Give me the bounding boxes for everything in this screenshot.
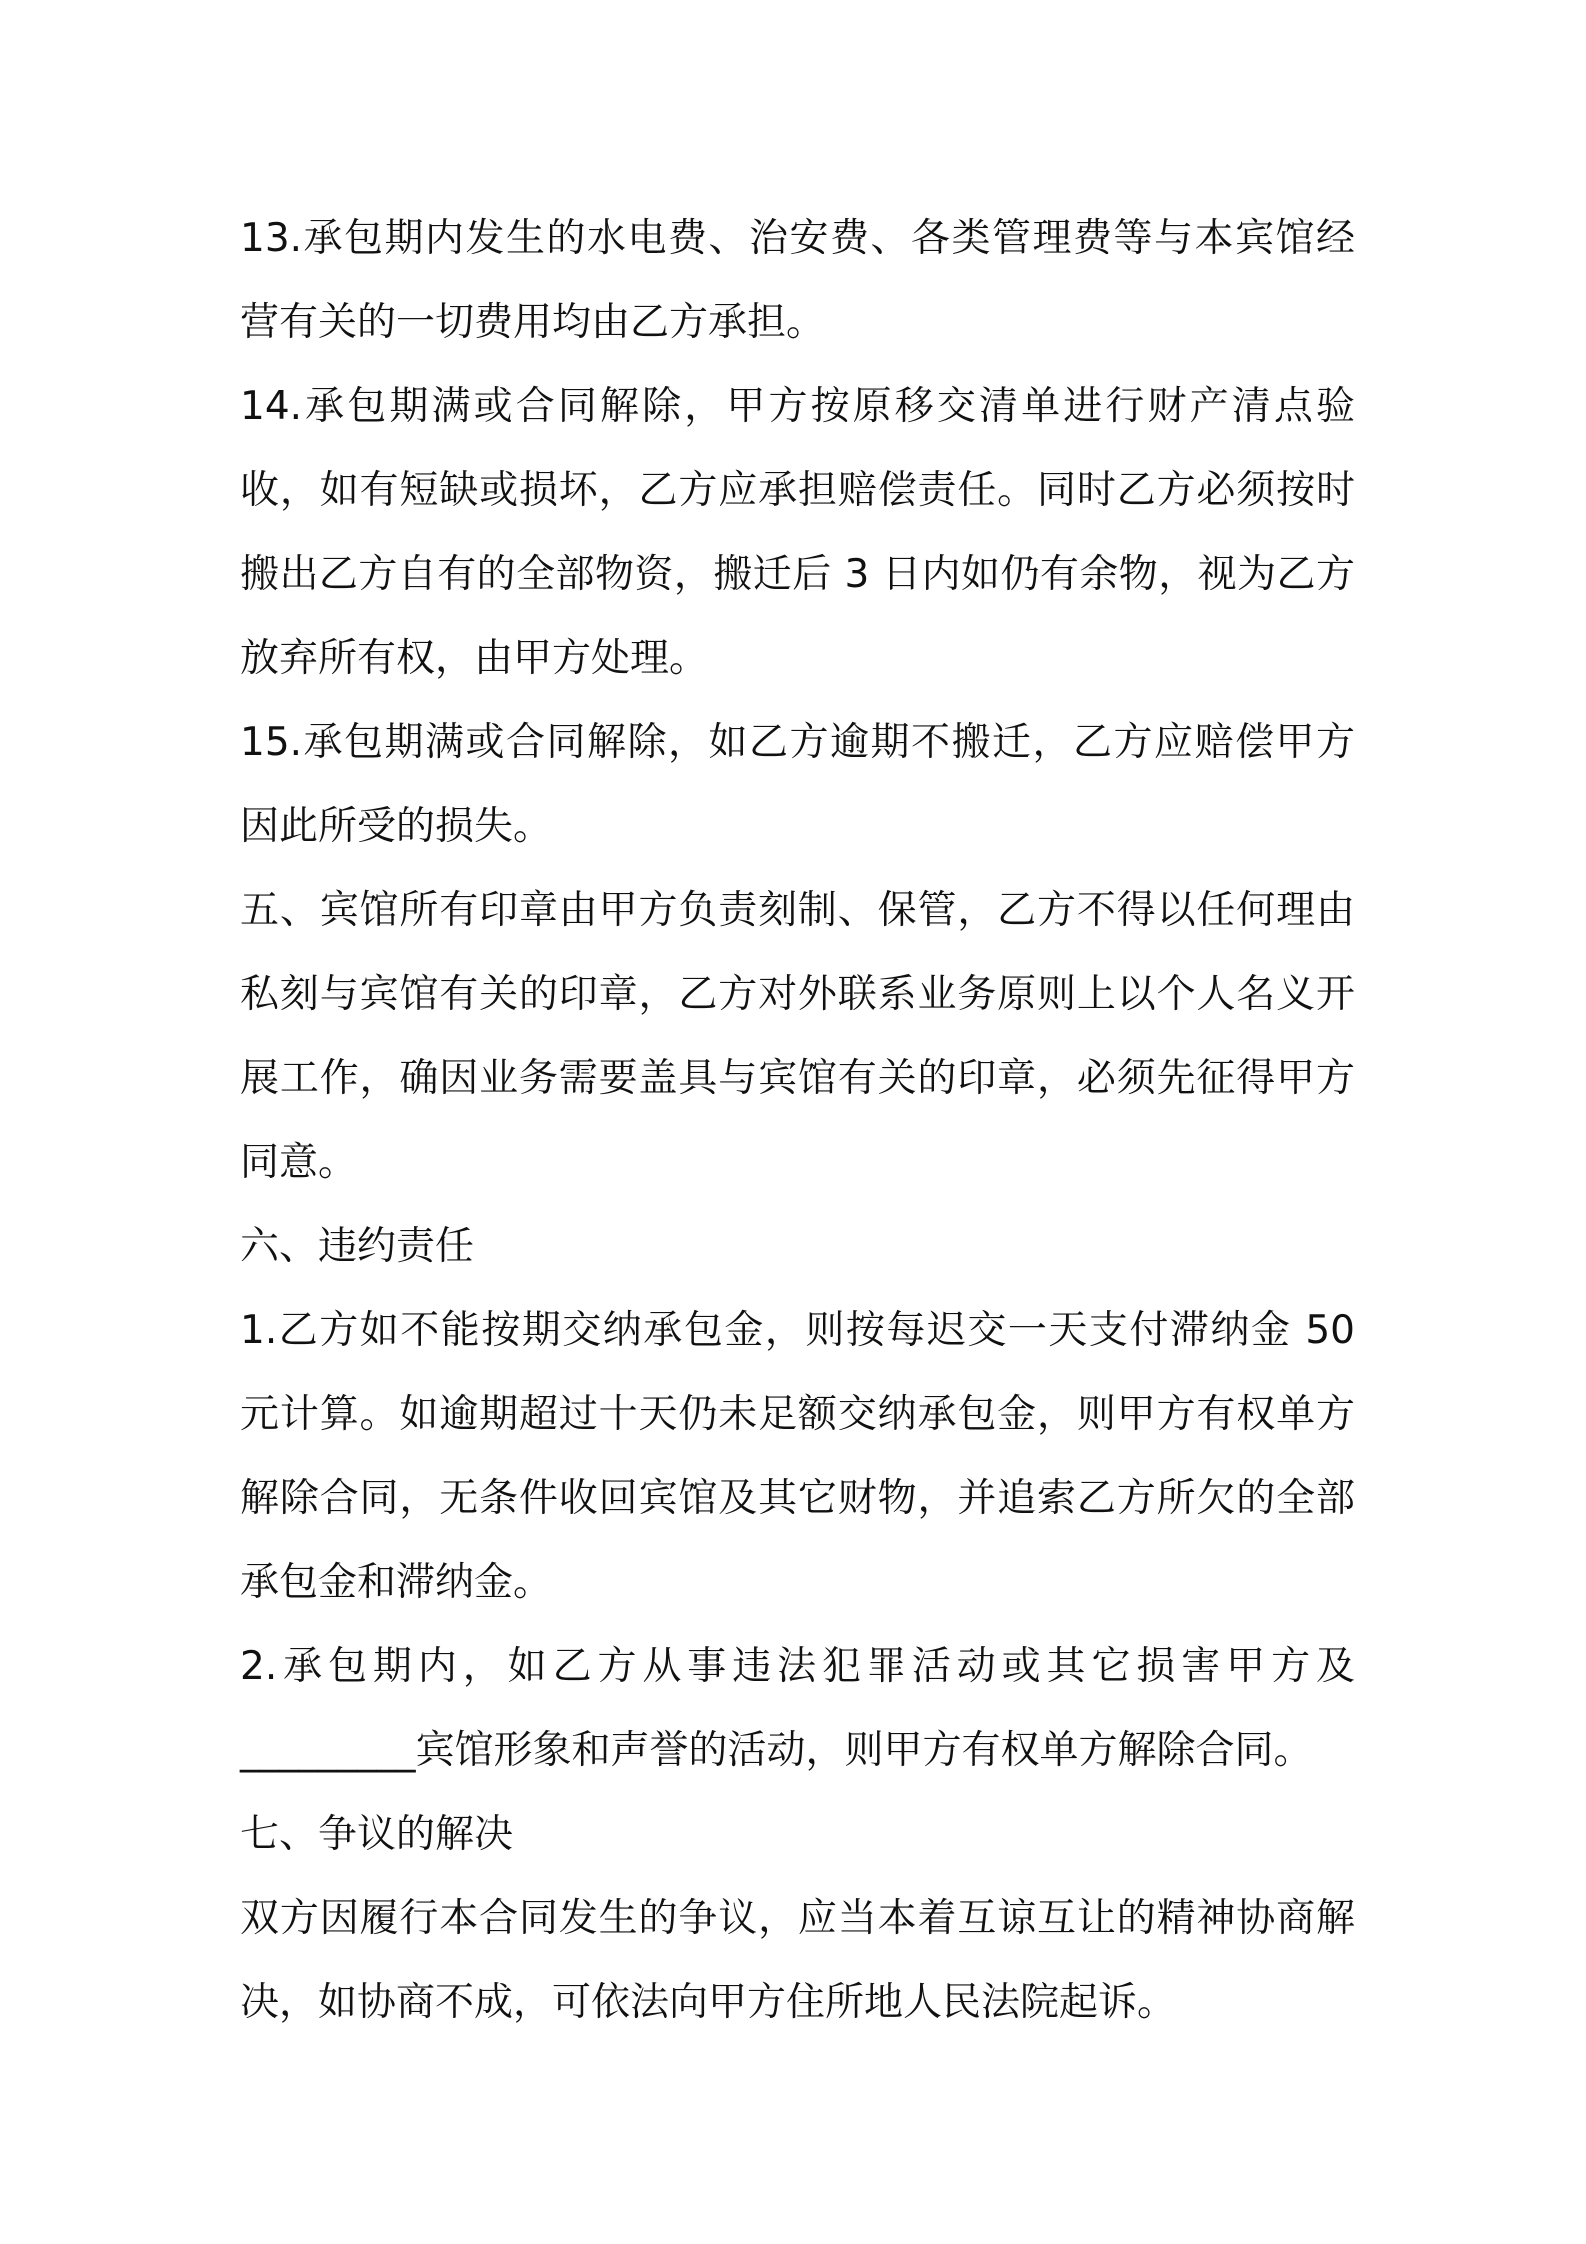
section-5-seals: 五、宾馆所有印章由甲方负责刻制、保管，乙方不得以任何理由私刻与宾馆有关的印章，乙方对外联系业务原则上以个人名义开展工作，确因业务需要盖具与宾馆有关的印章，必须先征得甲方同意。 xyxy=(240,888,1355,1185)
section-6-heading: 六、违约责任 xyxy=(240,1224,475,1269)
clause-14: 14.承包期满或合同解除，甲方按原移交清单进行财产清点验收，如有短缺或损坏，乙方应承担赔偿责任。同时乙方必须按时搬出乙方自有的全部物资，搬迁后 3 日内如仍有余物，视为乙方放弃所有权，由甲方处理。 xyxy=(240,384,1355,681)
clause-13: 13.承包期内发生的水电费、治安费、各类管理费等与本宾馆经营有关的一切费用均由乙方承担。 xyxy=(240,216,1355,345)
dispute-resolution-clause: 双方因履行本合同发生的争议，应当本着互谅互让的精神协商解决，如协商不成，可依法向甲方住所地人民法院起诉。 xyxy=(240,1896,1355,2025)
document-page xyxy=(240,197,1355,2045)
breach-clause-1: 1.乙方如不能按期交纳承包金，则按每迟交一天支付滞纳金 50 元计算。如逾期超过十天仍未足额交纳承包金，则甲方有权单方解除合同，无条件收回宾馆及其它财物，并追索乙方所欠的全部承包金和滞纳金。 xyxy=(240,1308,1355,1605)
section-7-heading: 七、争议的解决 xyxy=(240,1812,514,1857)
breach-clause-2-line-1: 2.承包期内，如乙方从事违法犯罪活动或其它损害甲方及 xyxy=(240,1644,1355,1689)
clause-15: 15.承包期满或合同解除，如乙方逾期不搬迁，乙方应赔偿甲方因此所受的损失。 xyxy=(240,720,1355,849)
breach-clause-2-line-2: _________宾馆形象和声誉的活动，则甲方有权单方解除合同。 xyxy=(240,1728,1313,1773)
